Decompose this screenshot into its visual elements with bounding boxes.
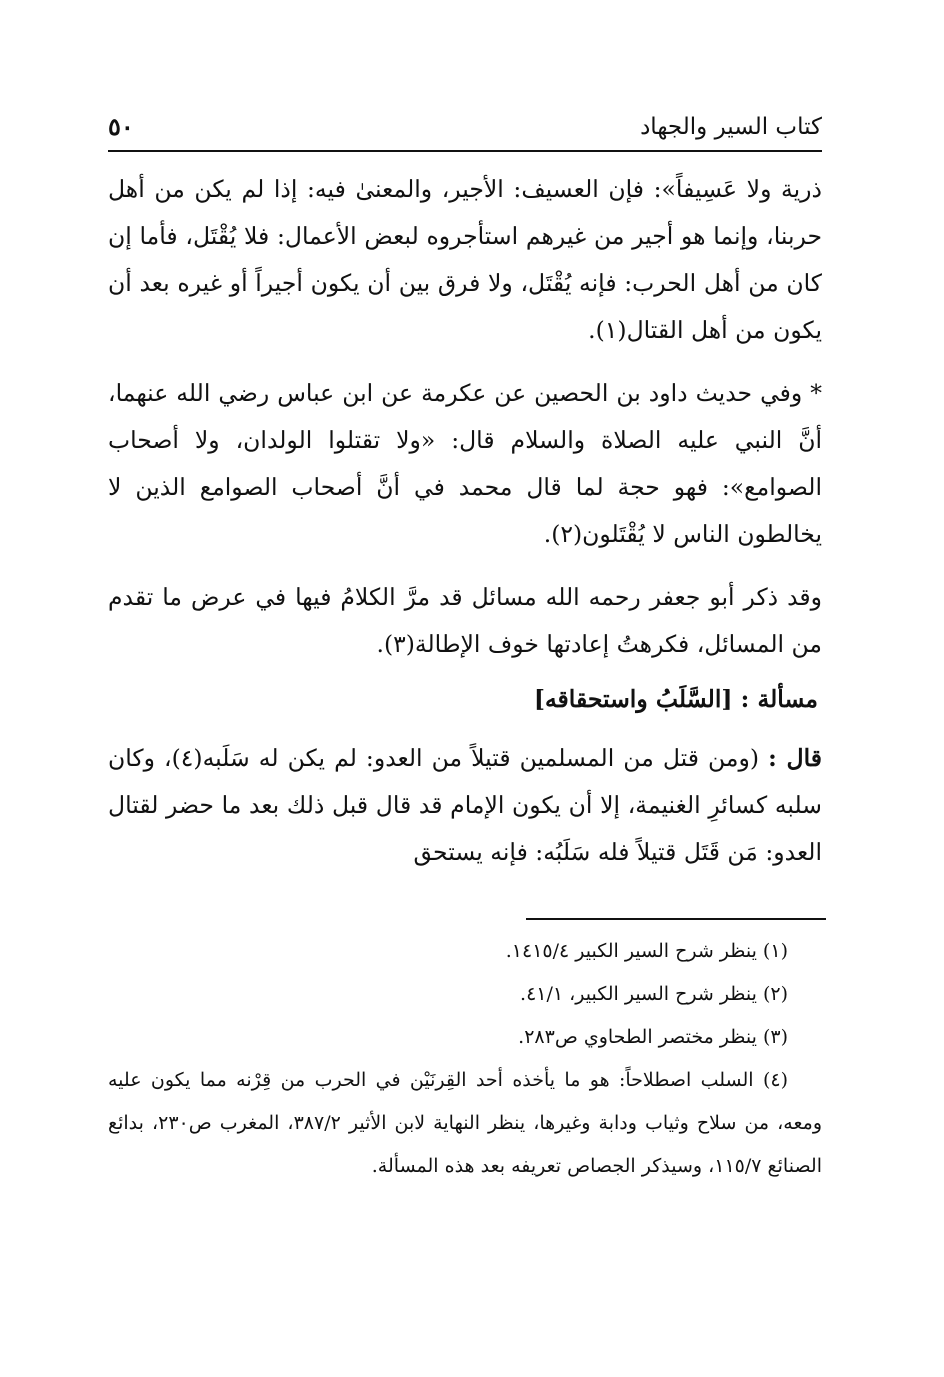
paragraph-4-text: (ومن قتل من المسلمين قتيلاً من العدو: لم يكن له سَلَبه(٤)، وكان سلبه كسائرِ الغنيمة، إلا أن يكون الإمام قد قال قبل ذلك بعد ما حضر لقتال العدو: مَن قَتَل قتيلاً فله سَلَبُه: فإنه يستحق — [108, 744, 822, 866]
paragraph-2: * وفي حديث داود بن الحصين عن عكرمة عن ابن عباس رضي الله عنهما، أنَّ النبي عليه الصلاة والسلام قال: «ولا تقتلوا الولدان، ولا أصحاب الصوامع»: فهو حجة لما قال محمد في أنَّ أصحاب الصوامع الذين لا يخالطون الناس لا يُقْتَلون(٢). — [108, 379, 822, 548]
section-heading: مسألة : [السَّلَبُ واستحقاقه] — [533, 685, 818, 713]
footnote-4: (٤) السلب اصطلاحاً: هو ما يأخذه أحد القِرنَيْن في الحرب من قِرْنه مما يكون عليه ومعه، من سلاح وثياب ودابة وغيرها، ينظر النهاية لابن الأثير ٣٨٧/٢، المغرب ص٢٣٠، بدائع الصنائع ١١٥/٧، وسيذكر الجصاص تعريفه بعد هذه المسألة. — [108, 1069, 823, 1177]
footnote-2: (٢) ينظر شرح السير الكبير، ٤١/١. — [520, 983, 788, 1005]
header-divider — [108, 150, 822, 152]
footnotes — [108, 930, 822, 1188]
page-header — [108, 108, 822, 148]
paragraph-1: ذرية ولا عَسِيفاً»: فإن العسيف: الأجير، والمعنىٰ فيه: إذا لم يكن من أهل حربنا، وإنما هو أجير من غيرهم استأجروه لبعض الأعمال: فلا يُقْتَل، فأما إن كان من أهل الحرب: فإنه يُقْتَل، ولا فرق بين أن يكون أجيراً أو غيره بعد أن يكون من أهل القتال(١). — [108, 175, 822, 344]
footnote-divider — [526, 918, 826, 920]
footnote-3: (٣) ينظر مختصر الطحاوي ص٢٨٣. — [518, 1026, 788, 1048]
footnote-1: (١) ينظر شرح السير الكبير ١٤١٥/٤. — [505, 940, 788, 962]
paragraph-4-lead: قال : — [768, 744, 822, 772]
page-number: ٥٠ — [108, 112, 134, 141]
running-title: كتاب السير والجهاد — [640, 114, 822, 140]
main-text — [108, 166, 822, 892]
paragraph-4 — [108, 735, 822, 876]
paragraph-3: وقد ذكر أبو جعفر رحمه الله مسائل قد مرَّ الكلامُ فيها في عرض ما تقدم من المسائل، فكرهتُ إعادتها خوف الإطالة(٣). — [108, 583, 822, 658]
